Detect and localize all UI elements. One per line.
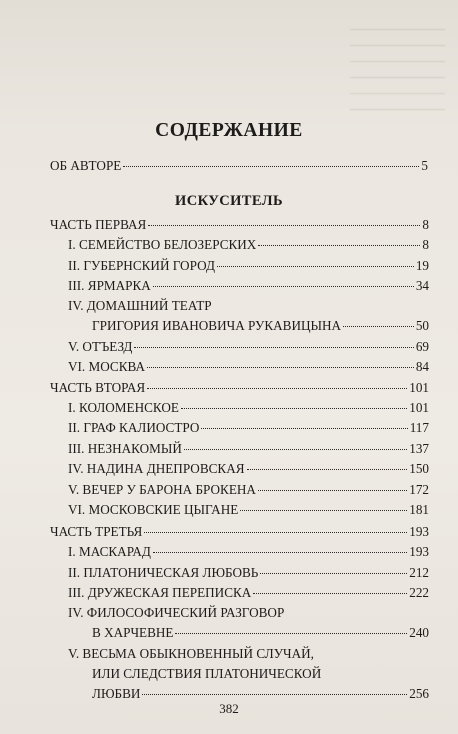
leader-dots (181, 408, 407, 409)
leader-dots (147, 388, 407, 389)
leader-dots (247, 469, 408, 470)
chapter-label: ГРИГОРИЯ ИВАНОВИЧА РУКАВИЦЫНА (92, 318, 342, 333)
part-page: 101 (409, 380, 429, 395)
part-title: ЧАСТЬ ПЕРВАЯ (50, 217, 147, 232)
chapter-page: 222 (409, 585, 429, 600)
toc-chapter (68, 584, 429, 602)
chapter-label-line: IV. ДОМАШНИЙ ТЕАТР (68, 298, 212, 313)
chapter-label: III. ЯРМАРКА (68, 278, 151, 293)
chapter-page: 69 (415, 339, 429, 354)
toc-chapter (68, 440, 429, 458)
chapter-label: I. СЕМЕЙСТВО БЕЛОЗЕРСКИХ (68, 237, 257, 252)
toc-chapter (68, 501, 429, 519)
toc-chapter (68, 358, 429, 376)
leader-dots (142, 694, 407, 695)
leader-dots (217, 266, 414, 267)
chapter-label: IV. НАДИНА ДНЕПРОВСКАЯ (68, 461, 245, 476)
chapter-page: 19 (415, 258, 429, 273)
chapter-page: 34 (415, 278, 429, 293)
leader-dots (147, 367, 414, 368)
toc-entry-about (50, 157, 428, 175)
chapter-label: VI. МОСКОВСКИЕ ЦЫГАНЕ (68, 502, 239, 517)
part-page: 8 (422, 217, 429, 232)
chapter-page: 193 (409, 544, 429, 559)
leader-dots (134, 347, 413, 348)
chapter-page: 137 (409, 441, 429, 456)
chapter-label: II. ПЛАТОНИЧЕСКАЯ ЛЮБОВЬ (68, 565, 259, 580)
chapter-label: V. ОТЪЕЗД (68, 339, 133, 354)
toc-part (50, 379, 429, 397)
chapter-page: 172 (409, 482, 429, 497)
toc-chapter (68, 564, 429, 582)
chapter-label-line: IV. ФИЛОСОФИЧЕСКИЙ РАЗГОВОР (68, 605, 285, 620)
chapter-label-line: ИЛИ СЛЕДСТВИЯ ПЛАТОНИЧЕСКОЙ (92, 666, 322, 681)
leader-dots (253, 593, 407, 594)
leader-dots (201, 428, 407, 429)
toc-chapter (68, 543, 429, 561)
part-page: 193 (409, 524, 429, 539)
chapter-label: II. ГУБЕРНСКИЙ ГОРОД (68, 258, 215, 273)
show-through-text (350, 20, 445, 110)
toc-chapter (68, 338, 429, 356)
leader-dots (175, 633, 407, 634)
toc-chapter (68, 277, 429, 295)
chapter-label: II. ГРАФ КАЛИОСТРО (68, 420, 200, 435)
chapter-label: ЛЮБВИ (92, 686, 141, 701)
toc-chapter (68, 257, 429, 275)
leader-dots (144, 532, 407, 533)
toc-chapter (68, 481, 429, 499)
part-title: ЧАСТЬ ТРЕТЬЯ (50, 524, 143, 539)
toc-part (50, 523, 429, 541)
chapter-label: I. КОЛОМЕНСКОЕ (68, 400, 179, 415)
part-title: ЧАСТЬ ВТОРАЯ (50, 380, 146, 395)
toc-chapter (68, 399, 429, 417)
chapter-page: 117 (409, 420, 429, 435)
toc-chapter (68, 419, 429, 437)
chapter-page: 84 (415, 359, 429, 374)
chapter-label-line: V. ВЕСЬМА ОБЫКНОВЕННЫЙ СЛУЧАЙ, (68, 646, 314, 661)
chapter-page: 101 (409, 400, 429, 415)
leader-dots (153, 552, 407, 553)
entry-label: ОБ АВТОРЕ (50, 158, 122, 173)
toc-part (50, 216, 429, 234)
toc-chapter (68, 236, 429, 254)
toc-heading: СОДЕРЖАНИЕ (155, 120, 303, 141)
leader-dots (258, 490, 407, 491)
leader-dots (260, 573, 407, 574)
chapter-page: 150 (409, 461, 429, 476)
chapter-page: 256 (409, 686, 429, 701)
leader-dots (240, 510, 407, 511)
chapter-label: VI. МОСКВА (68, 359, 145, 374)
leader-dots (184, 449, 407, 450)
chapter-label: В ХАРЧЕВНЕ (92, 625, 174, 640)
chapter-page: 181 (409, 502, 429, 517)
chapter-page: 8 (422, 237, 429, 252)
chapter-label: III. ДРУЖЕСКАЯ ПЕРЕПИСКА (68, 585, 252, 600)
leader-dots (258, 245, 420, 246)
section-title: ИСКУСИТЕЛЬ (175, 193, 283, 209)
chapter-page: 212 (409, 565, 429, 580)
toc-chapter (68, 460, 429, 478)
chapter-page: 50 (415, 318, 429, 333)
chapter-label: I. МАСКАРАД (68, 544, 151, 559)
leader-dots (343, 326, 414, 327)
leader-dots (123, 166, 419, 167)
chapter-label: V. ВЕЧЕР У БАРОНА БРОКЕНА (68, 482, 256, 497)
toc-chapter (92, 317, 429, 335)
entry-page: 5 (421, 158, 428, 173)
leader-dots (148, 225, 420, 226)
chapter-label: III. НЕЗНАКОМЫЙ (68, 441, 182, 456)
leader-dots (153, 286, 414, 287)
page-number: 382 (219, 701, 239, 716)
toc-chapter (92, 624, 429, 642)
chapter-page: 240 (409, 625, 429, 640)
